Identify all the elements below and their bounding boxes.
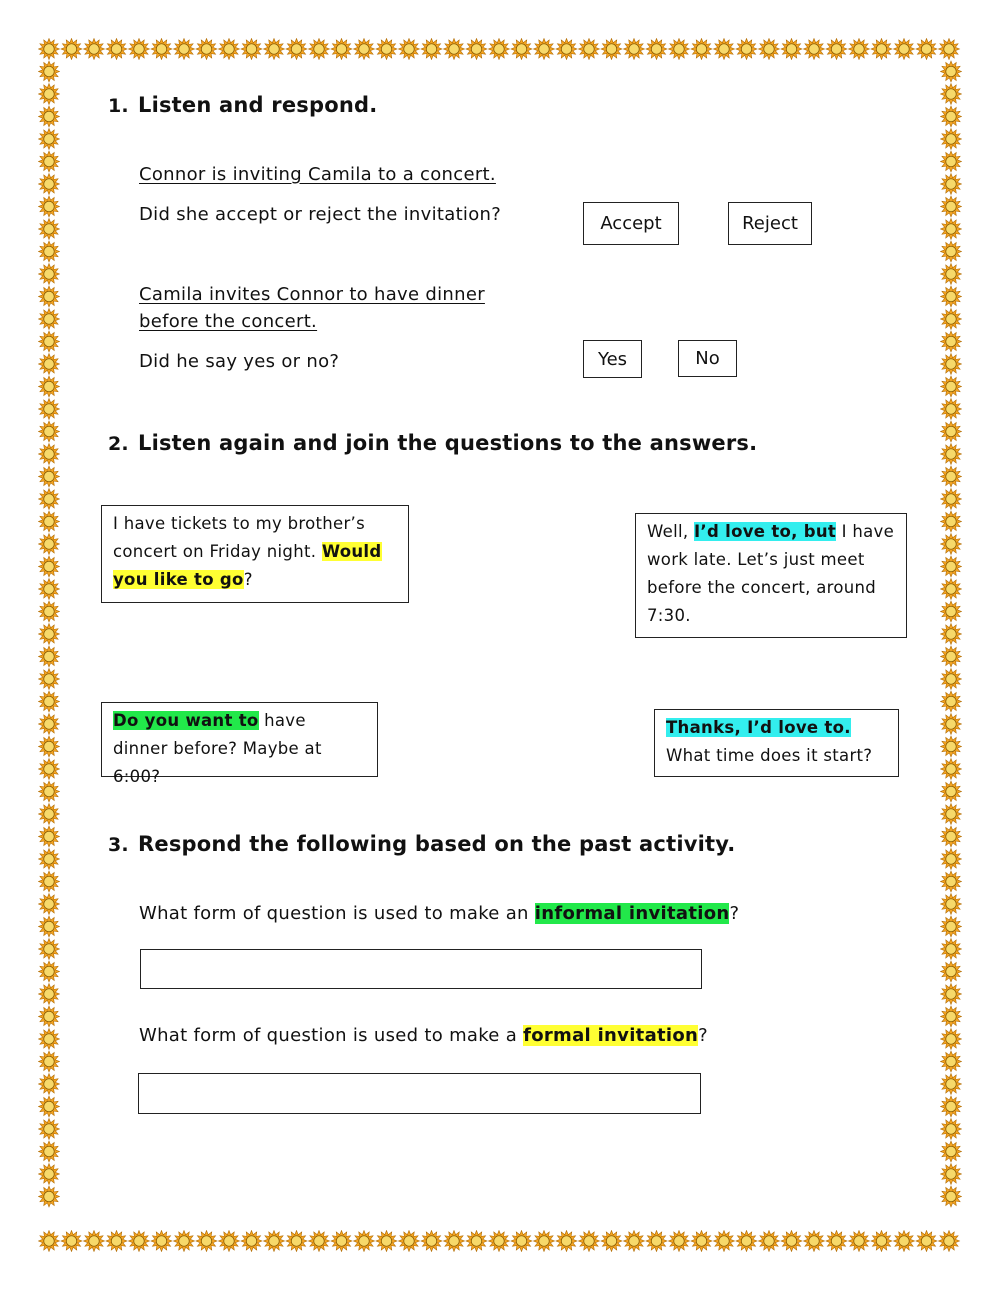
sun-icon xyxy=(941,961,962,982)
sun-icon xyxy=(196,1231,217,1252)
sun-icon xyxy=(941,511,962,532)
card2-start: Well, xyxy=(647,522,694,541)
sun-icon xyxy=(826,1231,847,1252)
sun-icon xyxy=(941,624,962,645)
sun-icon xyxy=(39,1051,60,1072)
sun-icon xyxy=(941,1074,962,1095)
section-1-number: 1. xyxy=(108,95,129,117)
sun-icon xyxy=(444,1231,465,1252)
sun-icon xyxy=(39,376,60,397)
sun-icon xyxy=(39,84,60,105)
sun-icon xyxy=(941,601,962,622)
sun-icon xyxy=(39,961,60,982)
s3-q1 xyxy=(139,903,739,924)
card3-highlight: Do you want to xyxy=(113,711,259,730)
s3-q2 xyxy=(139,1025,708,1046)
sun-icon xyxy=(941,489,962,510)
sun-icon xyxy=(916,1231,937,1252)
card4-rest: What time does it start? xyxy=(666,746,873,765)
sun-icon xyxy=(39,624,60,645)
sun-icon xyxy=(39,1186,60,1207)
sun-icon xyxy=(174,1231,195,1252)
sun-icon xyxy=(941,196,962,217)
sun-icon xyxy=(941,399,962,420)
sun-icon xyxy=(39,129,60,150)
sun-icon xyxy=(759,1231,780,1252)
card2-highlight: I’d love to, but xyxy=(693,522,837,541)
card1-text: I have tickets to my brother’s concert on Friday night. xyxy=(113,514,365,561)
question-card-dinner[interactable] xyxy=(101,702,378,786)
sun-icon xyxy=(941,129,962,150)
sun-icon xyxy=(691,39,712,60)
section-2-heading xyxy=(108,431,757,455)
sun-icon xyxy=(736,1231,757,1252)
sun-icon xyxy=(894,1231,915,1252)
sun-icon xyxy=(941,421,962,442)
yes-option[interactable] xyxy=(583,340,642,378)
sun-icon xyxy=(39,1164,60,1185)
sun-icon xyxy=(601,1231,622,1252)
sun-icon xyxy=(826,39,847,60)
sun-icon xyxy=(39,151,60,172)
sun-icon xyxy=(941,466,962,487)
reject-option[interactable] xyxy=(728,202,812,245)
sun-icon xyxy=(646,1231,667,1252)
sun-icon xyxy=(941,669,962,690)
sun-icon xyxy=(556,39,577,60)
sun-icon xyxy=(39,1006,60,1027)
sun-icon xyxy=(941,219,962,240)
card4-highlight: Thanks, I’d love to. xyxy=(666,718,851,737)
sun-icon xyxy=(511,1231,532,1252)
answer-card-work-late[interactable] xyxy=(635,513,907,638)
sun-icon xyxy=(669,1231,690,1252)
sun-icon xyxy=(714,1231,735,1252)
sun-icon xyxy=(941,849,962,870)
no-option[interactable] xyxy=(678,340,737,377)
card2-rest: I have work late. Let’s just meet before the concert, around 7:30. xyxy=(647,522,895,625)
sun-icon xyxy=(941,871,962,892)
sun-icon xyxy=(941,894,962,915)
sun-icon xyxy=(39,556,60,577)
sun-icon xyxy=(804,39,825,60)
sun-icon xyxy=(941,1186,962,1207)
sun-icon xyxy=(84,1231,105,1252)
sun-icon xyxy=(151,1231,172,1252)
formal-answer-input[interactable] xyxy=(138,1073,701,1114)
sun-icon xyxy=(941,241,962,262)
sun-icon xyxy=(39,1029,60,1050)
sun-icon xyxy=(941,691,962,712)
sun-icon xyxy=(941,714,962,735)
sun-icon xyxy=(941,331,962,352)
section-2-title: Listen again and join the questions to the answers. xyxy=(138,431,758,455)
s3-q1-text: What form of question is used to make an xyxy=(139,903,535,924)
sun-icon xyxy=(941,759,962,780)
sun-icon xyxy=(264,1231,285,1252)
sun-icon xyxy=(624,39,645,60)
sun-icon xyxy=(941,916,962,937)
card3-rest: have dinner before? Maybe at 6:00? xyxy=(113,711,322,786)
sun-icon xyxy=(894,39,915,60)
question-card-concert[interactable] xyxy=(101,505,409,603)
sun-icon xyxy=(39,759,60,780)
sun-icon xyxy=(941,826,962,847)
sun-icon xyxy=(39,1231,60,1252)
sun-icon xyxy=(309,39,330,60)
reject-option-label: Reject xyxy=(742,213,798,234)
sun-icon xyxy=(39,916,60,937)
q2-question: Did he say yes or no? xyxy=(139,351,340,372)
sun-icon xyxy=(534,39,555,60)
sun-icon xyxy=(511,39,532,60)
sun-icon xyxy=(849,39,870,60)
sun-icon xyxy=(39,826,60,847)
sun-icon xyxy=(941,1164,962,1185)
sun-icon xyxy=(39,601,60,622)
section-1-heading xyxy=(108,93,377,117)
sun-icon xyxy=(691,1231,712,1252)
sun-icon xyxy=(941,354,962,375)
section-1-title: Listen and respond. xyxy=(138,93,378,117)
sun-icon xyxy=(849,1231,870,1252)
sun-icon xyxy=(941,534,962,555)
section-3-number: 3. xyxy=(108,834,129,856)
sun-icon xyxy=(264,39,285,60)
sun-border-right xyxy=(940,38,962,1252)
sun-icon xyxy=(39,1141,60,1162)
sun-icon xyxy=(421,1231,442,1252)
sun-icon xyxy=(39,331,60,352)
sun-icon xyxy=(941,646,962,667)
sun-icon xyxy=(804,1231,825,1252)
q1-context: Connor is inviting Camila to a concert. xyxy=(139,164,496,185)
sun-icon xyxy=(941,106,962,127)
sun-icon xyxy=(286,1231,307,1252)
sun-icon xyxy=(941,804,962,825)
sun-icon xyxy=(61,39,82,60)
sun-icon xyxy=(39,669,60,690)
sun-icon xyxy=(84,39,105,60)
s3-q1-end: ? xyxy=(729,903,740,924)
sun-icon xyxy=(39,1096,60,1117)
sun-icon xyxy=(61,1231,82,1252)
sun-icon xyxy=(466,39,487,60)
sun-icon xyxy=(941,556,962,577)
sun-icon xyxy=(601,39,622,60)
sun-icon xyxy=(941,309,962,330)
sun-icon xyxy=(174,39,195,60)
sun-icon xyxy=(941,781,962,802)
sun-icon xyxy=(941,1119,962,1140)
sun-icon xyxy=(376,1231,397,1252)
sun-icon xyxy=(219,1231,240,1252)
sun-icon xyxy=(39,804,60,825)
sun-icon xyxy=(759,39,780,60)
sun-icon xyxy=(106,1231,127,1252)
s3-q2-highlight: formal invitation xyxy=(523,1025,699,1046)
informal-answer-input[interactable] xyxy=(140,949,702,989)
sun-icon xyxy=(196,39,217,60)
sun-icon xyxy=(241,39,262,60)
sun-icon xyxy=(941,61,962,82)
sun-icon xyxy=(941,84,962,105)
sun-icon xyxy=(871,39,892,60)
q2-context-line2: before the concert. xyxy=(139,311,318,332)
section-3-heading xyxy=(108,832,735,856)
sun-icon xyxy=(714,39,735,60)
sun-icon xyxy=(941,376,962,397)
sun-icon xyxy=(39,399,60,420)
sun-icon xyxy=(399,1231,420,1252)
sun-icon xyxy=(39,579,60,600)
sun-icon xyxy=(39,534,60,555)
section-2-number: 2. xyxy=(108,433,129,455)
sun-icon xyxy=(39,511,60,532)
sun-icon xyxy=(941,579,962,600)
sun-icon xyxy=(39,264,60,285)
sun-icon xyxy=(941,174,962,195)
sun-icon xyxy=(941,1096,962,1117)
sun-icon xyxy=(941,1141,962,1162)
sun-icon xyxy=(39,286,60,307)
sun-icon xyxy=(489,1231,510,1252)
sun-icon xyxy=(39,714,60,735)
sun-icon xyxy=(354,1231,375,1252)
sun-icon xyxy=(39,489,60,510)
sun-icon xyxy=(331,39,352,60)
sun-icon xyxy=(219,39,240,60)
sun-icon xyxy=(939,1231,960,1252)
sun-icon xyxy=(399,39,420,60)
card1-end: ? xyxy=(243,570,253,589)
yes-option-label: Yes xyxy=(597,348,628,370)
sun-border-left xyxy=(38,38,60,1252)
sun-icon xyxy=(39,736,60,757)
sun-icon xyxy=(39,1119,60,1140)
s3-q1-highlight: informal invitation xyxy=(534,903,730,924)
sun-icon xyxy=(309,1231,330,1252)
accept-option[interactable] xyxy=(583,202,679,245)
no-option-label: No xyxy=(695,348,720,369)
sun-icon xyxy=(286,39,307,60)
sun-icon xyxy=(39,691,60,712)
section-3-title: Respond the following based on the past activity. xyxy=(138,832,736,856)
sun-icon xyxy=(39,61,60,82)
sun-icon xyxy=(331,1231,352,1252)
q1-question: Did she accept or reject the invitation? xyxy=(139,204,502,225)
sun-icon xyxy=(39,894,60,915)
answer-card-thanks[interactable] xyxy=(654,709,899,777)
sun-icon xyxy=(624,1231,645,1252)
sun-icon xyxy=(941,984,962,1005)
sun-icon xyxy=(39,106,60,127)
sun-icon xyxy=(39,241,60,262)
accept-option-label: Accept xyxy=(600,213,662,234)
sun-icon xyxy=(646,39,667,60)
sun-icon xyxy=(39,444,60,465)
sun-icon xyxy=(376,39,397,60)
sun-icon xyxy=(151,39,172,60)
sun-icon xyxy=(39,984,60,1005)
sun-icon xyxy=(871,1231,892,1252)
sun-icon xyxy=(39,871,60,892)
s3-q2-text: What form of question is used to make a xyxy=(139,1025,524,1046)
sun-icon xyxy=(39,849,60,870)
sun-icon xyxy=(489,39,510,60)
sun-icon xyxy=(129,1231,150,1252)
sun-icon xyxy=(941,939,962,960)
sun-border-top xyxy=(38,38,962,60)
sun-icon xyxy=(941,1029,962,1050)
sun-icon xyxy=(941,264,962,285)
sun-icon xyxy=(941,1051,962,1072)
sun-icon xyxy=(39,174,60,195)
sun-icon xyxy=(39,466,60,487)
sun-icon xyxy=(39,646,60,667)
sun-icon xyxy=(941,736,962,757)
sun-icon xyxy=(781,1231,802,1252)
sun-icon xyxy=(916,39,937,60)
sun-icon xyxy=(39,781,60,802)
sun-border-bottom xyxy=(38,1230,962,1252)
sun-icon xyxy=(781,39,802,60)
sun-icon xyxy=(39,196,60,217)
sun-icon xyxy=(39,219,60,240)
q2-context-line1: Camila invites Connor to have dinner xyxy=(139,284,485,305)
sun-icon xyxy=(39,421,60,442)
sun-icon xyxy=(556,1231,577,1252)
sun-icon xyxy=(669,39,690,60)
sun-icon xyxy=(579,1231,600,1252)
sun-icon xyxy=(39,39,60,60)
sun-icon xyxy=(39,1074,60,1095)
sun-icon xyxy=(941,286,962,307)
sun-icon xyxy=(421,39,442,60)
s3-q2-end: ? xyxy=(698,1025,709,1046)
sun-icon xyxy=(941,1006,962,1027)
sun-icon xyxy=(39,939,60,960)
sun-icon xyxy=(466,1231,487,1252)
sun-icon xyxy=(736,39,757,60)
sun-icon xyxy=(39,309,60,330)
sun-icon xyxy=(941,444,962,465)
sun-icon xyxy=(129,39,150,60)
sun-icon xyxy=(354,39,375,60)
sun-icon xyxy=(941,151,962,172)
sun-icon xyxy=(241,1231,262,1252)
sun-icon xyxy=(579,39,600,60)
sun-icon xyxy=(106,39,127,60)
sun-icon xyxy=(444,39,465,60)
sun-icon xyxy=(39,354,60,375)
sun-icon xyxy=(939,39,960,60)
sun-icon xyxy=(534,1231,555,1252)
card1-highlight: Would you like to go xyxy=(113,542,382,589)
